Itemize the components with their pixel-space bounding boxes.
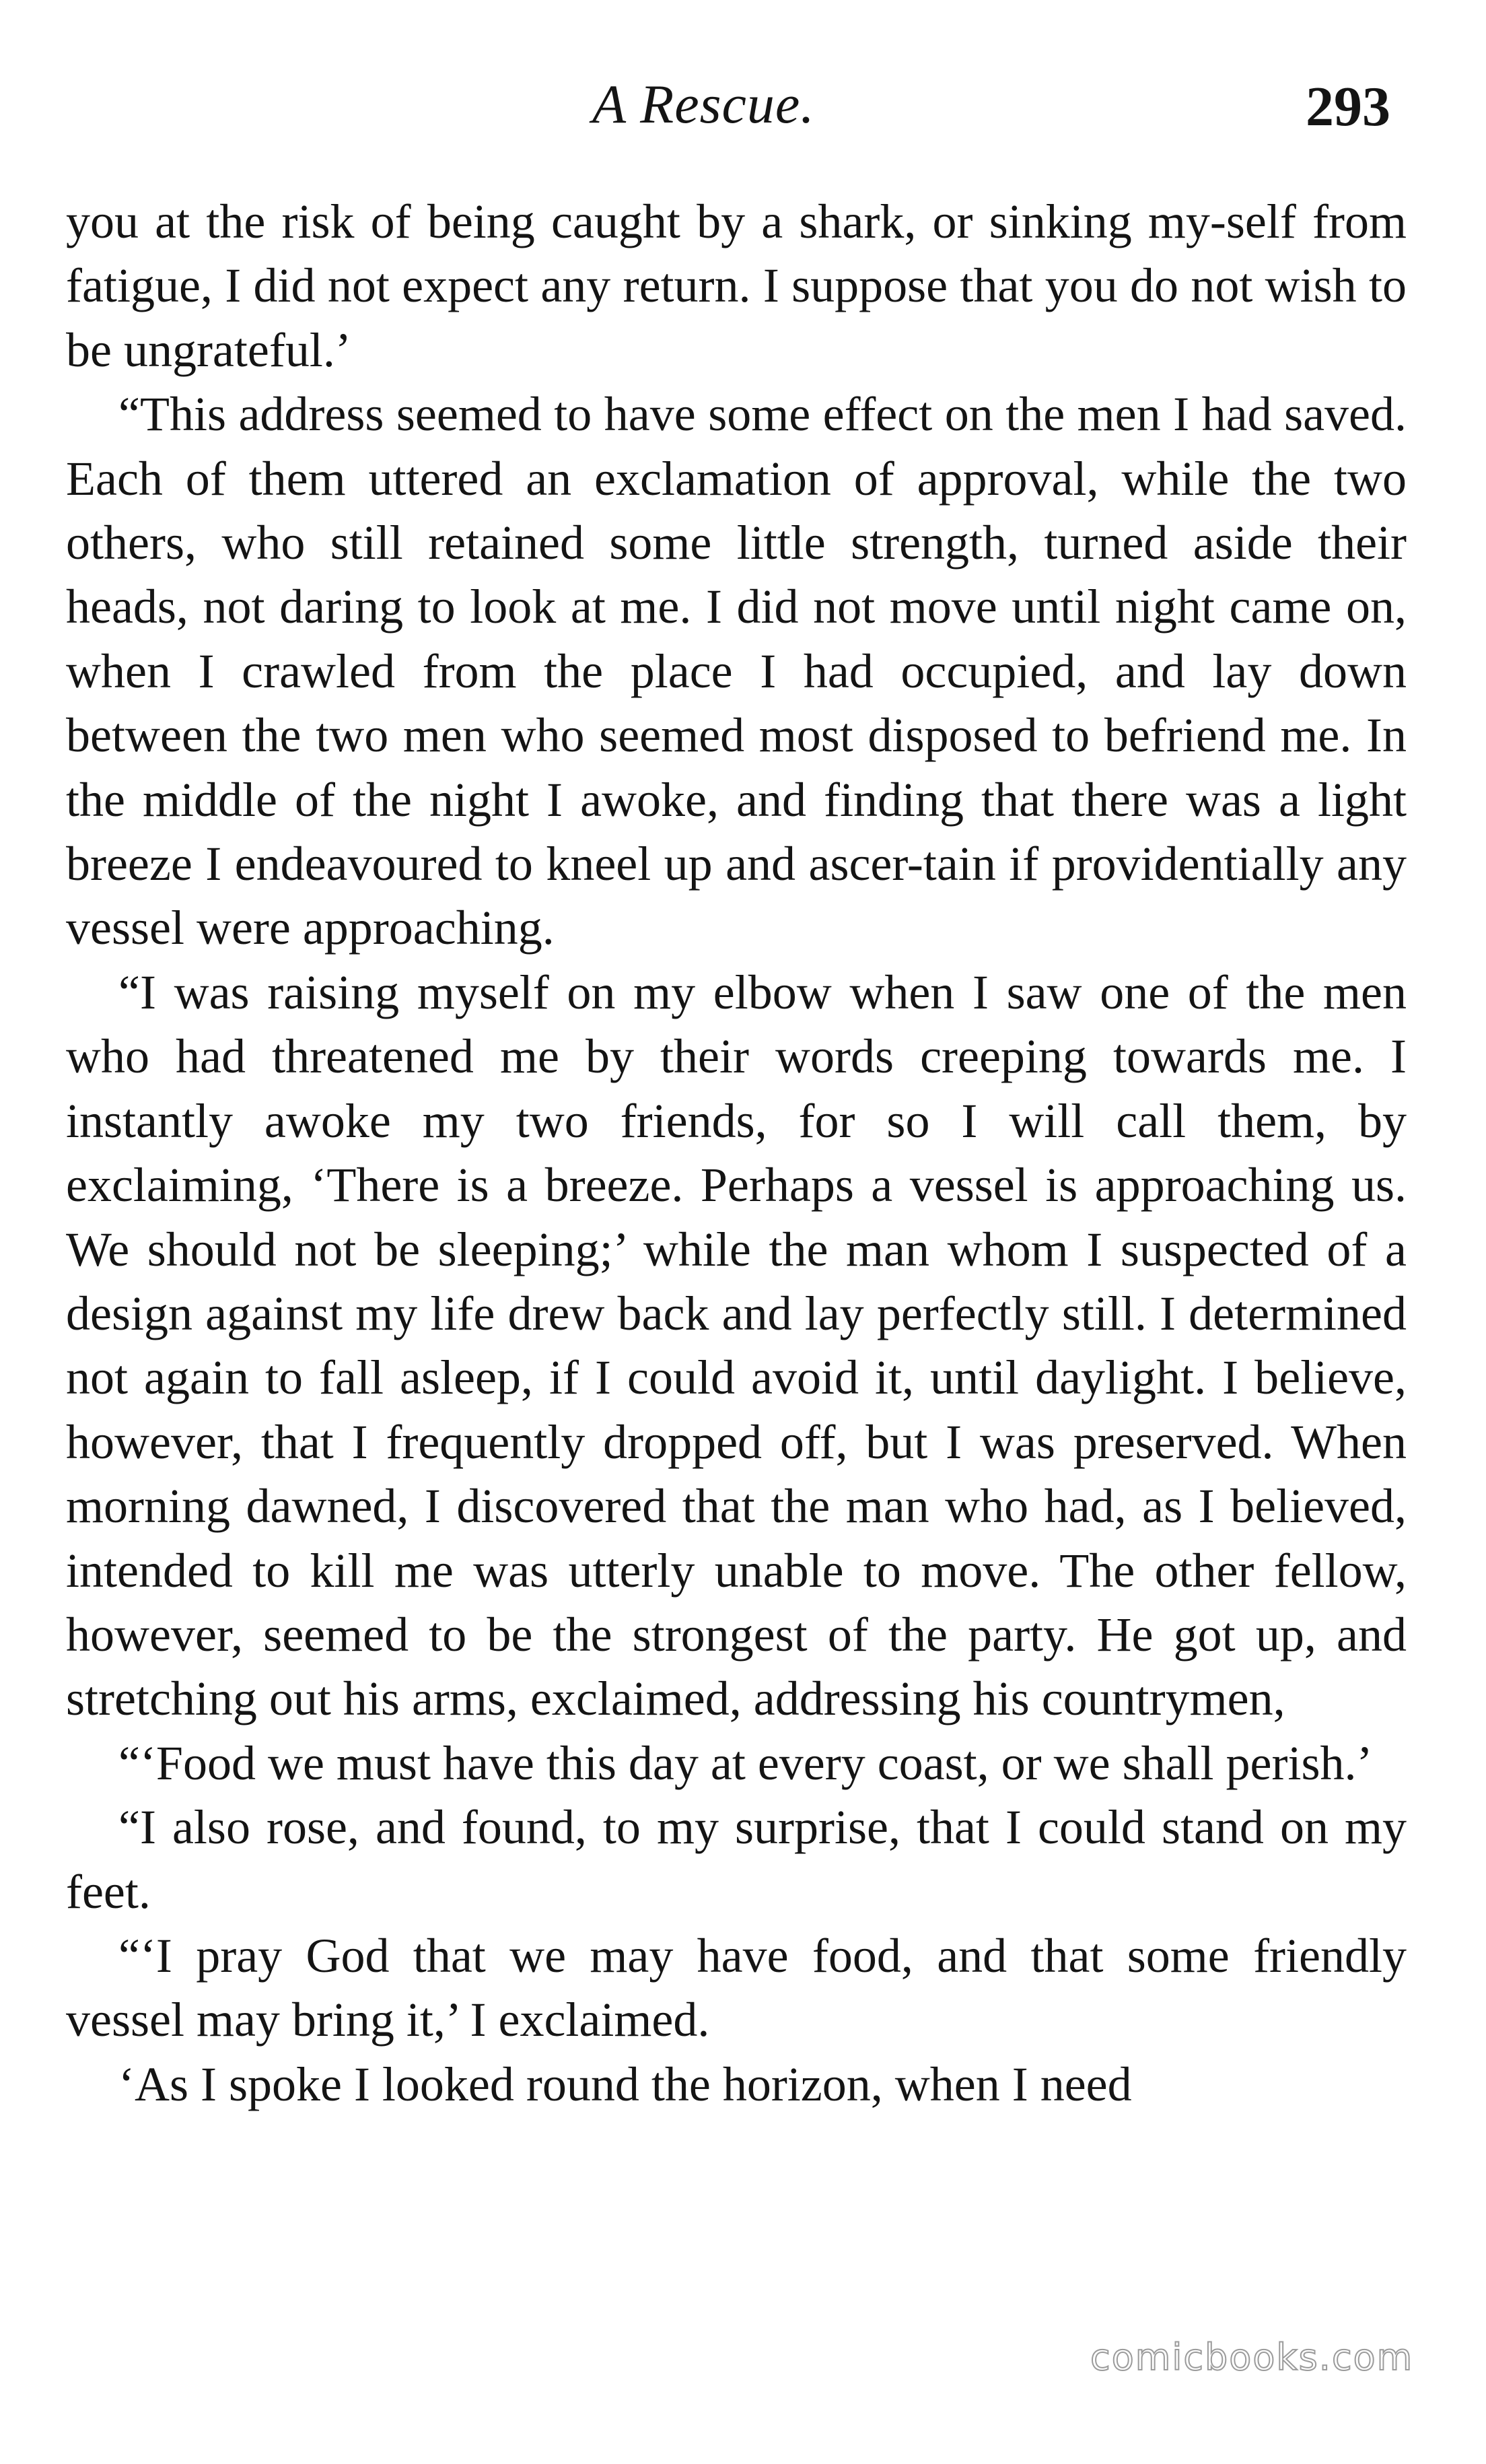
page-number: 293 xyxy=(1306,75,1390,138)
page-header xyxy=(0,0,1486,155)
paragraph: “I was raising myself on my elbow when I saw one of the men who had threatened me by their words creeping towards me. I instantly awoke my two friends, for so I will call them, by exclaiming, ‘There is a breeze. Perhaps a vessel is approaching us. We should not be sleeping;’ while the man whom I suspected of a design against my life drew back and lay perfectly still. I determined not again to fall asleep, if I could avoid it, until daylight. I believe, however, that I frequently dropped off, but I was preserved. When morning dawned, I discovered that the man who had, as I believed, intended to kill me was utterly unable to move. The other fellow, however, seemed to be the strongest of the party. He got up, and stretching out his arms, exclaimed, addressing his countrymen, xyxy=(66,965,1407,1726)
paragraph: “I also rose, and found, to my surprise, that I could stand on my feet. xyxy=(66,1800,1407,1919)
paragraph: “‘I pray God that we may have food, and that some friendly vessel may bring it,’ I exclaimed. xyxy=(66,1928,1407,2047)
running-title: A Rescue. xyxy=(592,73,815,135)
watermark: comicbooks.com xyxy=(1090,2336,1414,2379)
paragraph: ‘As I spoke I looked round the horizon, when I need xyxy=(118,2057,1132,2111)
body-text xyxy=(66,190,1407,2117)
paragraph-continuation: you at the risk of being caught by a shark, or sinking my-self from fatigue, I did not expect any return. I suppose that you do not wish to be ungrateful.’ xyxy=(66,195,1407,377)
paragraph: “This address seemed to have some effect on the men I had saved. Each of them uttered an exclamation of approval, while the two others, who still retained some little strength, turned aside their heads, not daring to look at me. I did not move until night came on, when I crawled from the place I had occupied, and lay down between the two men who seemed most disposed to befriend me. In the middle of the night I awoke, and finding that there was a light breeze I endeavoured to kneel up and ascer-tain if providentially any vessel were approaching. xyxy=(66,387,1407,955)
paragraph: “‘Food we must have this day at every coast, or we shall perish.’ xyxy=(118,1736,1373,1790)
